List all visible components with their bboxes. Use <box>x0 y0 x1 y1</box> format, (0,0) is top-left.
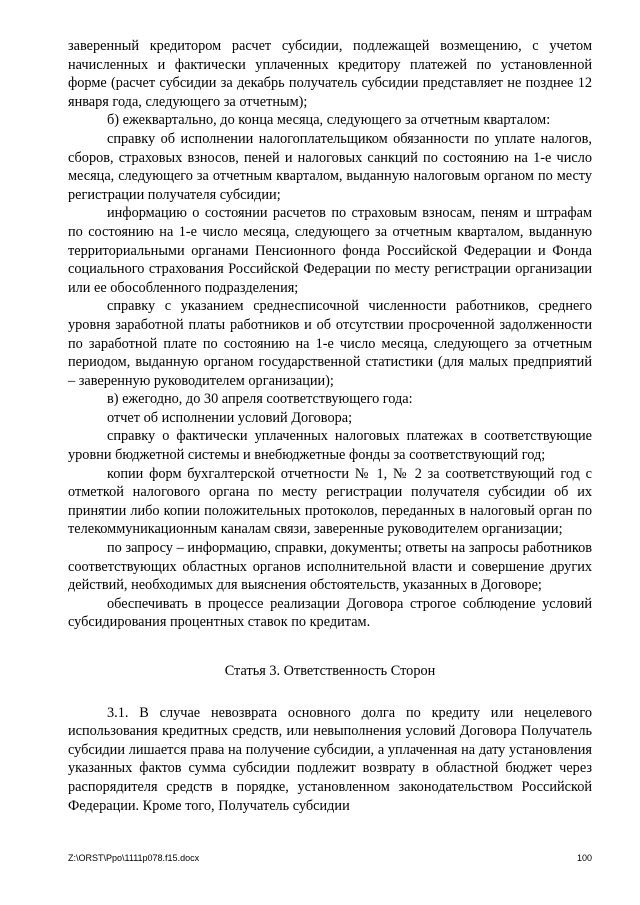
paragraph: б) ежеквартально, до конца месяца, следующего за отчетным кварталом: <box>107 112 551 129</box>
paragraph: справку об исполнении налогоплательщиком обязанности по уплате налогов, сборов, страховых взносов, пеней и налоговых санкций по состоянию на 1-е число месяца, следующего за отчетным кварталом, выданную налоговым органом по месту регистрации получателя субсидии; <box>68 130 592 203</box>
paragraph: обеспечивать в процессе реализации Договора строгое соблюдение условий субсидирования процентных ставок по кредитам. <box>68 595 592 631</box>
paragraph: по запросу – информацию, справки, документы; ответы на запросы работников соответствующих областных органов исполнительной власти и совершение других действий, необходимых для выяснения обстоятельств, указанных в Договоре; <box>68 540 592 594</box>
page-footer <box>68 853 592 863</box>
document-page <box>68 37 592 815</box>
file-path: Z:\ORST\Ppo\1111p078.f15.docx <box>68 853 200 863</box>
paragraph: справку о фактически уплаченных налоговых платежах в соответствующие уровни бюджетной системы и внебюджетные фонды за соответствующий год; <box>68 428 592 464</box>
paragraph: справку с указанием среднесписочной численности работников, среднего уровня заработной платы работников и об отсутствии просроченной задолженности по заработной плате по состоянию на 1-е число месяца, следующего за отчетным периодом, выданную органом государственной статистики (для малых предприятий – заверенную руководителем организации); <box>68 298 592 389</box>
section-heading: Статья 3. Ответственность Сторон <box>224 663 436 679</box>
paragraph-3-1: 3.1. В случае невозврата основного долга по кредиту или нецелевого использования кредитных средств, или невыполнения условий Договора Получатель субсидии лишается права на получение субсидии, а уплаченная на дату установления указанных фактов сумма субсидии подлежит возврату в областной бюджет через распорядителя средств в порядке, установленном законодательством Российской Федерации. Кроме того, Получатель субсидии <box>68 704 592 814</box>
paragraph: информацию о состоянии расчетов по страховым взносам, пеням и штрафам по состоянию на 1-е число месяца, следующего за отчетным кварталом, выданную территориальными органами Пенсионного фонда Российской Федерации и Фонда социального страхования Российской Федерации по месту регистрации организации или ее обособленного подразделения; <box>68 205 592 296</box>
paragraph: в) ежегодно, до 30 апреля соответствующего года: <box>107 391 413 408</box>
paragraph: копии форм бухгалтерской отчетности № 1, № 2 за соответствующий год с отметкой налогового органа по месту регистрации получателя субсидии об их принятии либо копии положительных протоколов, переданных в налоговый орган по телекоммуникационным каналам связи, заверенные руководителем организации; <box>68 465 592 538</box>
paragraph: заверенный кредитором расчет субсидии, подлежащей возмещению, с учетом начисленных и фактически уплаченных кредитору платежей по установленной форме (расчет субсидии за декабрь получатель субсидии представляет не позднее 12 января года, следующего за отчетным); <box>68 38 592 110</box>
paragraph: отчет об исполнении условий Договора; <box>107 409 353 426</box>
page-number: 100 <box>576 853 592 863</box>
